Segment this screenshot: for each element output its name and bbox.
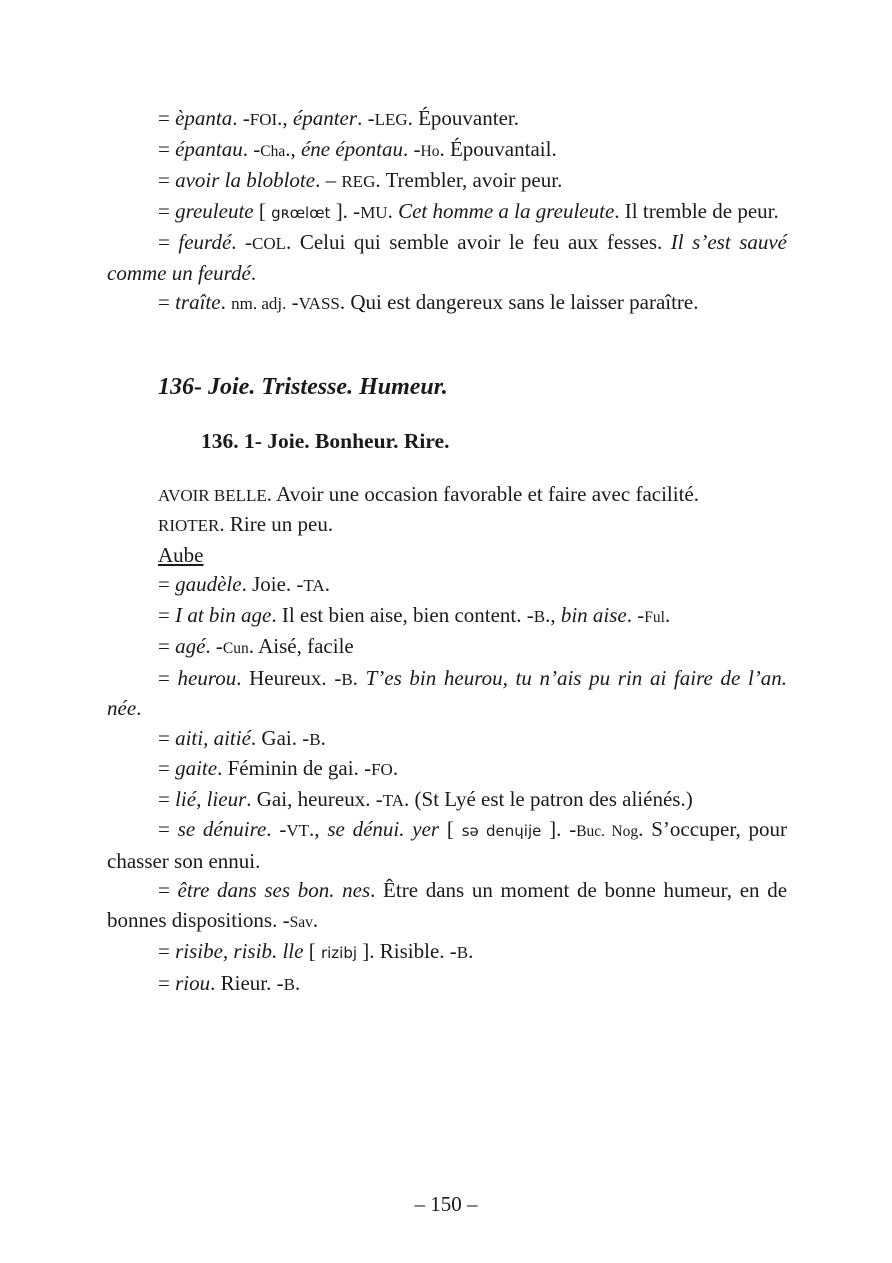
headword: feurdé xyxy=(178,230,232,254)
region-code: REG xyxy=(341,172,376,191)
phonetic: sə denɥije xyxy=(461,822,542,840)
variant: bin aise xyxy=(560,602,627,627)
entry: = se dénuire. -VT., se dénui. yer [ sə denɥije ]. -Buc. Nog. S’occuper, pour chasser son ennui. xyxy=(107,817,788,873)
headword: RIOTER xyxy=(158,516,220,535)
region-code: B xyxy=(456,943,469,962)
headword: riou xyxy=(175,970,211,995)
region-code: B xyxy=(533,606,546,626)
entries-top xyxy=(107,104,787,319)
entry: = greuleute [ gʀœlœt ]. -MU. Cet homme a la greuleute. Il tremble de peur. xyxy=(158,198,779,223)
entry: = riou. Rieur. -B. xyxy=(158,970,301,995)
entry: = gaite. Féminin de gai. -FO. xyxy=(158,756,399,780)
subsection-title: 136. 1- Joie. Bonheur. Rire. xyxy=(201,428,450,453)
example: Il s’est sauvé comme un feurdé xyxy=(107,230,788,285)
headword: heurou xyxy=(177,665,237,690)
region-code: VASS xyxy=(298,294,340,313)
entry: = heurou. Heureux. -B. T’es bin heurou, tu n’ais pu rin ai faire de l’an. née. xyxy=(107,665,788,720)
region-code: FO xyxy=(371,760,393,779)
entry: AVOIR BELLE. Avoir une occasion favorable et faire avec facilité. xyxy=(158,481,699,506)
entry: = gaudèle. Joie. -TA. xyxy=(158,572,330,596)
entry: = être dans ses bon. nes. Être dans un moment de bonne humeur, en de bonnes dispositions. -Sav. xyxy=(107,878,788,932)
entry: RIOTER. Rire un peu. xyxy=(158,512,334,536)
grammar: nm. adj. xyxy=(231,294,287,313)
region-code: Buc. Nog xyxy=(576,823,639,840)
region-code: COL xyxy=(252,234,287,253)
region-code: FOI xyxy=(249,110,278,129)
headword: greuleute xyxy=(175,198,254,223)
entry: = aiti, aitié. Gai. -B. xyxy=(158,725,326,750)
region-code: LEG xyxy=(374,110,408,129)
headword: avoir la bloblote xyxy=(175,168,316,192)
entry: = traîte. nm. adj. -VASS. Qui est dangereux sans le laisser paraître. xyxy=(158,290,699,314)
headword: traîte xyxy=(175,290,221,314)
page-number: – 150 – xyxy=(414,1192,478,1216)
example: T’es bin heurou, tu n’ais pu rin ai faire de l’an. née xyxy=(107,665,788,720)
region-code: Cun xyxy=(222,640,249,657)
headword: agé xyxy=(175,634,206,658)
variant: épanter xyxy=(292,106,358,130)
region-heading: Aube xyxy=(158,542,204,567)
region-code: Sav xyxy=(289,913,313,931)
headword: aiti, aitié xyxy=(175,725,251,750)
region-code: MU xyxy=(360,202,388,222)
entry: = risibe, risib. lle [ rizibj ]. Risible. -B. xyxy=(158,939,474,963)
headword: être dans ses bon. nes xyxy=(177,878,371,902)
headword: gaudèle xyxy=(175,572,242,596)
region-code: B xyxy=(309,729,321,749)
headword: I at bin age xyxy=(175,602,272,627)
variant: éne épontau xyxy=(300,136,404,161)
headword: AVOIR BELLE xyxy=(158,485,267,505)
region-code: Ful xyxy=(644,608,665,626)
entry: = feurdé. -COL. Celui qui semble avoir le feu aux fesses. Il s’est sauvé comme un feurdé. xyxy=(107,230,788,285)
region-code: VT xyxy=(286,821,310,840)
entry: = èpanta. -FOI., épanter. -LEG. Épouvanter. xyxy=(158,106,519,130)
entry: = avoir la bloblote. – REG. Trembler, avoir peur. xyxy=(158,168,563,192)
region-code: B xyxy=(341,669,353,689)
phonetic: rizibj xyxy=(320,944,358,962)
phonetic: gʀœlœt xyxy=(271,203,331,222)
region-code: Ho xyxy=(420,142,440,160)
page-content xyxy=(107,104,787,999)
entry: = I at bin age. Il est bien aise, bien content. -B., bin aise. -Ful. xyxy=(158,602,671,627)
entry: = lié, lieur. Gai, heureux. -TA. (St Lyé est le patron des aliénés.) xyxy=(158,786,693,811)
section-title: 136- Joie. Tristesse. Humeur. xyxy=(158,373,448,400)
headword: lié, lieur xyxy=(175,786,247,811)
region-code: Cha xyxy=(260,142,286,160)
example: Cet homme a la greuleute xyxy=(398,198,615,223)
headword: se dénuire xyxy=(177,817,267,841)
region-code: B xyxy=(283,974,295,994)
headword: gaite xyxy=(175,756,218,780)
entries-bottom xyxy=(107,480,787,1000)
region-code: TA xyxy=(382,790,405,810)
entry: = épantau. -Cha., éne épontau. -Ho. Épouvantail. xyxy=(158,136,557,161)
region-code: TA xyxy=(303,576,325,595)
variant: se dénui. yer xyxy=(327,817,440,841)
headword: risibe, risib. lle xyxy=(175,939,304,963)
headword: èpanta xyxy=(175,106,233,130)
entry: = agé. -Cun. Aisé, facile xyxy=(158,634,354,658)
headword: épantau xyxy=(175,136,243,161)
